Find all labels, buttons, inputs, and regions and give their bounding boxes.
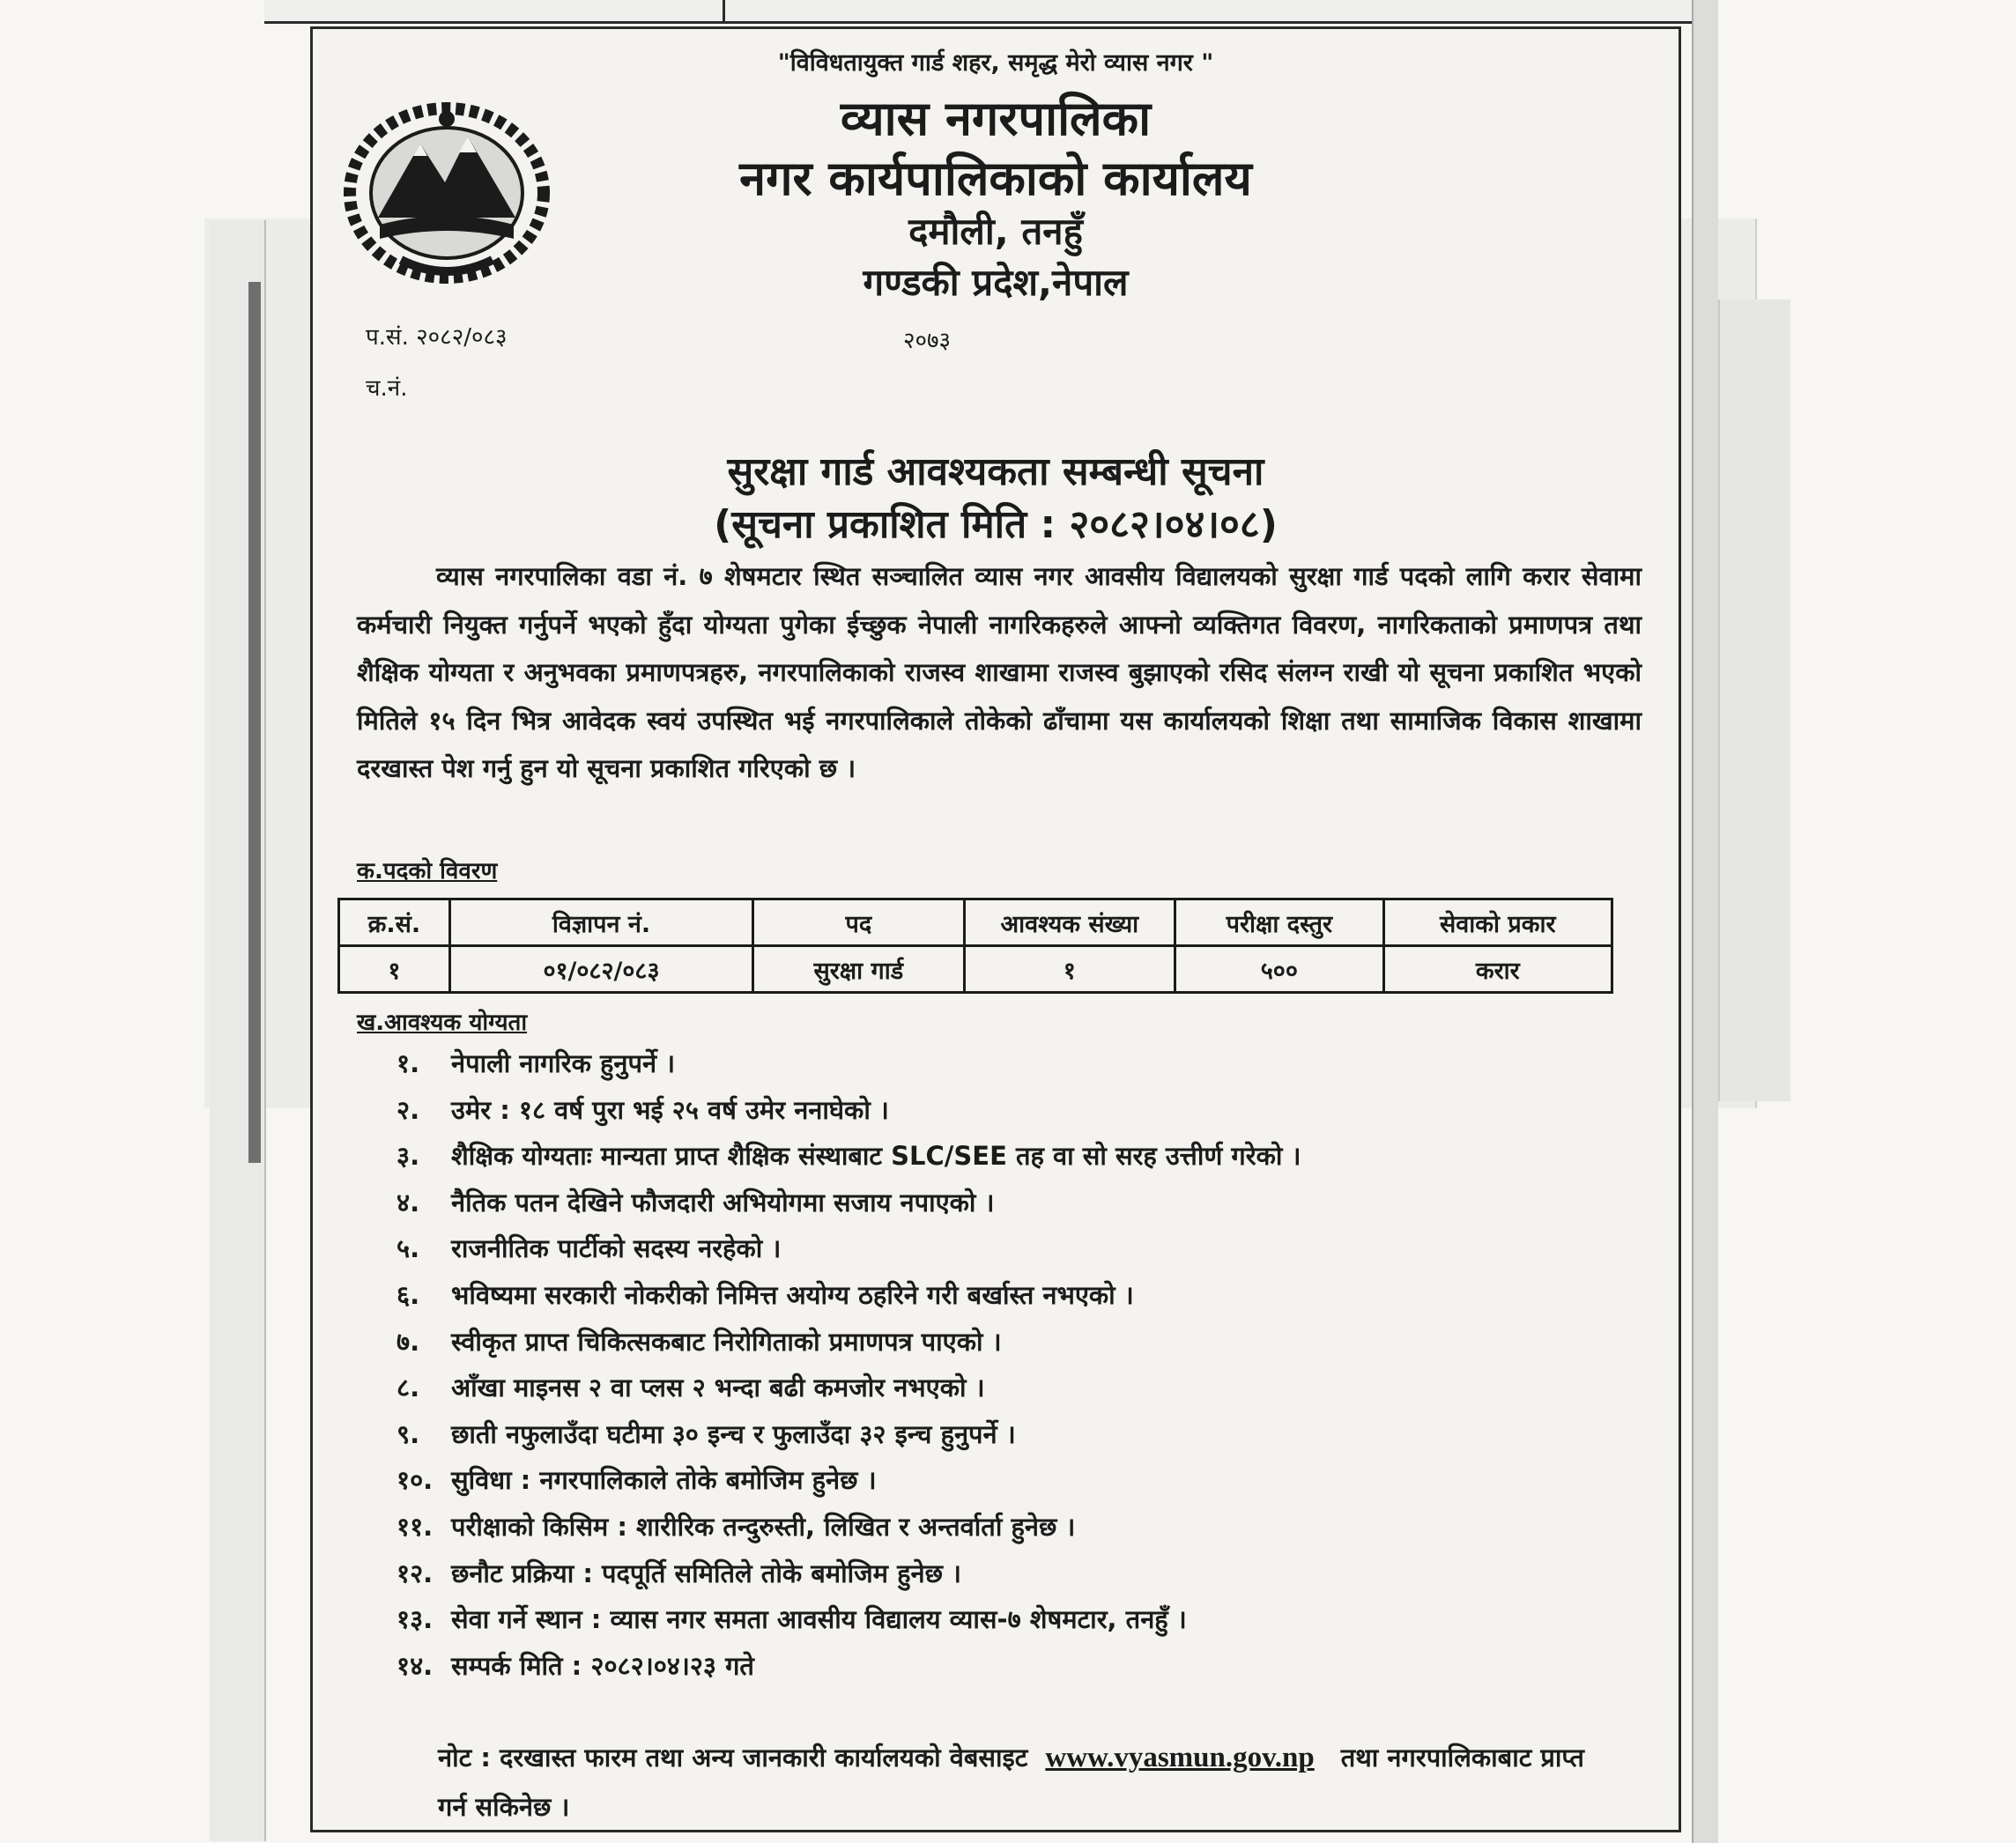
list-text: शैक्षिक योग्यताः मान्यता प्राप्त शैक्षिक संस्थाबाट SLC/SEE तह वा सो सरह उत्तीर्ण गरेको । bbox=[451, 1141, 1301, 1172]
table-header: विज्ञापन नं. bbox=[449, 899, 752, 946]
list-number: ७. bbox=[397, 1326, 420, 1357]
list-number: ४. bbox=[397, 1187, 420, 1218]
list-number: ५. bbox=[397, 1233, 420, 1264]
list-item bbox=[397, 1596, 1301, 1643]
table-cell: १ bbox=[964, 946, 1175, 993]
list-item bbox=[397, 1272, 1301, 1319]
list-item bbox=[397, 1087, 1301, 1134]
list-item bbox=[397, 1180, 1301, 1226]
list-number: ८. bbox=[397, 1373, 420, 1403]
section-post-details: क.पदको विवरण bbox=[357, 858, 498, 884]
top-divider-tick bbox=[723, 0, 725, 21]
notice-body: व्यास नगरपालिका वडा नं. ७ शेषमटार स्थित सञ्चालित व्यास नगर आवसीय विद्यालयको सुरक्षा गार्ड पदको लागि करार सेवामा कर्मचारी नियुक्त गर्नुपर्ने भएको हुँदा योग्यता पुगेका ईच्छुक नेपाली नागरिकहरुले आफ्नो व्यक्तिगत विवरण, नागरिकताको प्रमाणपत्र तथा शैक्षिक योग्यता र अनुभवका प्रमाणपत्रहरु, नगरपालिकाको राजस्व शाखामा राजस्व बुझाएको रसिद संलग्न राखी यो सूचना प्रकाशित भएको मितिले १५ दिन भित्र आवेदक स्वयं उपस्थित भई नगरपालिकाले तोकेको ढाँचामा यस कार्यालयको शिक्षा तथा सामाजिक विकास शाखामा दरखास्त पेश गर्नु हुन यो सूचना प्रकाशित गरिएको छ । bbox=[357, 561, 1642, 783]
list-number: ११. bbox=[397, 1511, 434, 1542]
list-item bbox=[397, 1411, 1301, 1458]
notice-date: (सूचना प्रकाशित मिति : २०८२।०४।०८) bbox=[714, 502, 1278, 547]
list-number: ९. bbox=[397, 1418, 420, 1449]
top-newspaper-rule bbox=[264, 0, 1692, 24]
footer-note bbox=[438, 1733, 1610, 1832]
table-cell: ५०० bbox=[1175, 946, 1383, 993]
list-text: सेवा गर्ने स्थान : व्यास नगर समता आवसीय विद्यालय व्यास-७ शेषमटार, तनहुँ । bbox=[451, 1604, 1187, 1635]
table-cell: सुरक्षा गार्ड bbox=[753, 946, 964, 993]
list-text: आँखा माइनस २ वा प्लस २ भन्दा बढी कमजोर नभएको । bbox=[451, 1373, 985, 1403]
reference-year: २०७३ bbox=[903, 328, 952, 354]
list-item bbox=[397, 1643, 1301, 1690]
office-location: दमौली, तनहुँ bbox=[908, 210, 1083, 253]
table-header: क्र.सं. bbox=[339, 899, 450, 946]
note-suffix: तथा नगरपालिकाबाट प्राप्त गर्न सकिनेछ । bbox=[438, 1743, 1584, 1822]
list-text: सुविधा : नगरपालिकाले तोके बमोजिम हुनेछ । bbox=[451, 1465, 877, 1496]
list-text: नैतिक पतन देखिने फौजदारी अभियोगमा सजाय नपाएको । bbox=[451, 1187, 995, 1218]
list-number: १. bbox=[397, 1048, 420, 1078]
table-row bbox=[339, 946, 1612, 993]
table-cell: करार bbox=[1383, 946, 1612, 993]
organization-name: व्यास नगरपालिका bbox=[840, 91, 1152, 146]
note-prefix: नोट : दरखास्त फारम तथा अन्य जानकारी कार्यालयको वेबसाइट bbox=[438, 1743, 1028, 1773]
list-number: १३. bbox=[397, 1604, 434, 1635]
table-header: परीक्षा दस्तुर bbox=[1175, 899, 1383, 946]
table-cell: ०१/०८२/०८३ bbox=[449, 946, 752, 993]
list-number: १४. bbox=[397, 1650, 434, 1681]
section-qualifications: ख.आवश्यक योग्यता bbox=[357, 1010, 528, 1036]
list-text: छाती नफुलाउँदा घटीमा ३० इन्च र फुलाउँदा ३२ इन्च हुनुपर्ने । bbox=[451, 1418, 1016, 1449]
list-number: ६. bbox=[397, 1279, 420, 1310]
table-header-row bbox=[339, 899, 1612, 946]
list-number: १०. bbox=[397, 1465, 434, 1496]
list-text: स्वीकृत प्राप्त चिकित्सकबाट निरोगिताको प्रमाणपत्र पाएको । bbox=[451, 1326, 1002, 1357]
list-item bbox=[397, 1365, 1301, 1411]
list-text: नेपाली नागरिक हुनुपर्ने । bbox=[451, 1048, 676, 1078]
qualification-list bbox=[397, 1040, 1301, 1689]
list-number: २. bbox=[397, 1094, 420, 1125]
table-header: आवश्यक संख्या bbox=[964, 899, 1175, 946]
post-table bbox=[337, 898, 1613, 994]
office-name: नगर कार्यपालिकाको कार्यालय bbox=[739, 151, 1252, 206]
background-sheet-edge bbox=[1718, 300, 1790, 1101]
left-sheet-shadow bbox=[248, 282, 261, 1163]
list-item bbox=[397, 1504, 1301, 1551]
list-item bbox=[397, 1551, 1301, 1597]
list-item bbox=[397, 1225, 1301, 1272]
list-number: १२. bbox=[397, 1558, 434, 1588]
reference-number: प.सं. २०८२/०८३ bbox=[366, 324, 508, 351]
notice-box bbox=[310, 26, 1681, 1832]
dispatch-number: च.नं. bbox=[366, 375, 408, 402]
list-number: ३. bbox=[397, 1141, 420, 1172]
right-sheet-edge bbox=[1692, 0, 1718, 1843]
office-province: गण्डकी प्रदेश,नेपाल bbox=[863, 261, 1129, 304]
list-item bbox=[397, 1040, 1301, 1087]
list-item bbox=[397, 1319, 1301, 1366]
notice-title: सुरक्षा गार्ड आवश्यकता सम्बन्धी सूचना bbox=[727, 449, 1264, 494]
list-item bbox=[397, 1133, 1301, 1180]
website-link[interactable]: www.vyasmun.gov.np bbox=[1045, 1742, 1315, 1773]
list-text: सम्पर्क मिति : २०८२।०४।२३ गते bbox=[451, 1650, 754, 1681]
list-text: छनौट प्रक्रिया : पदपूर्ति समितिले तोके बमोजिम हुनेछ । bbox=[451, 1558, 961, 1588]
slogan: "विविधतायुक्त गार्ड शहर, समृद्ध मेरो व्यास नगर " bbox=[777, 49, 1214, 77]
table-header: सेवाको प्रकार bbox=[1383, 899, 1612, 946]
list-text: परीक्षाको किसिम : शारीरिक तन्दुरुस्ती, लिखित र अन्तर्वार्ता हुनेछ । bbox=[451, 1511, 1076, 1542]
list-text: उमेर : १८ वर्ष पुरा भई २५ वर्ष उमेर ननाघेको । bbox=[451, 1094, 889, 1125]
table-cell: १ bbox=[339, 946, 450, 993]
list-text: राजनीतिक पार्टीको सदस्य नरहेको । bbox=[451, 1233, 782, 1264]
table-header: पद bbox=[753, 899, 964, 946]
list-item bbox=[397, 1457, 1301, 1504]
list-text: भविष्यमा सरकारी नोकरीको निमित्त अयोग्य ठहरिने गरी बर्खास्त नभएको । bbox=[451, 1279, 1134, 1310]
